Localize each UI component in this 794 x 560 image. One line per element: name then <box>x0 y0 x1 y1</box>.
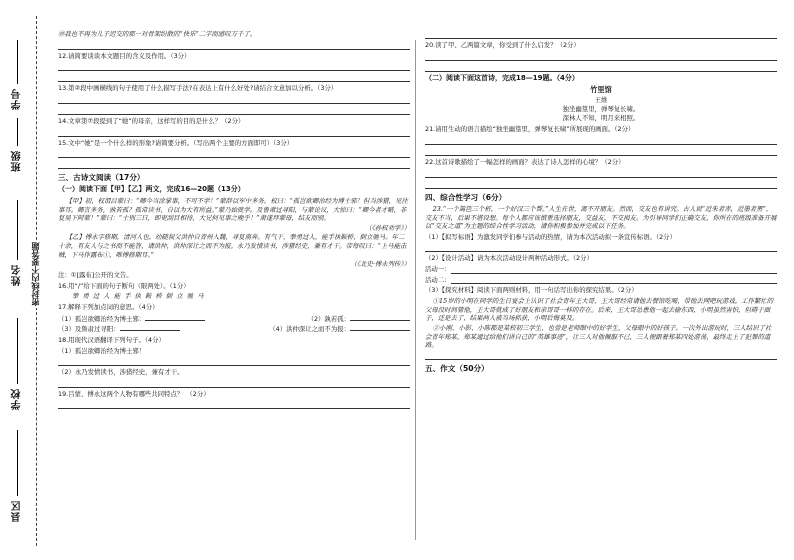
label-name: 姓名 <box>12 264 23 286</box>
answer-line[interactable] <box>425 63 777 72</box>
q18-item-2: （2）永乃发愤读书，涉猎经史，兼有才干。 <box>58 368 184 377</box>
answer-line[interactable] <box>451 276 777 285</box>
question-16: 16.用“/”给下面的句子断句（限两处）。（1分） <box>58 281 190 290</box>
task-2: （2）【设计活动】请为本次活动设计两种活动形式。（2分） <box>425 254 593 263</box>
answer-line[interactable] <box>58 95 410 104</box>
q17-item-3: （3）及鲁肃过寻阳： <box>58 325 120 334</box>
answer-line[interactable] <box>425 52 777 61</box>
material-1: ①15岁的小明在同学的生日宴会上认识了社会青年王大哥，王大哥经常请他去餐馆吃喝，带他去网吧玩游戏。工作繁忙的父母没时间管他，王大哥就成了好朋友和亲哥哥一样的存在。后来，王大哥怂恿他一起去偷东西，小明虽然害怕，但碍于面子，还是去了，结果两人被当场抓获，小明后悔莫及。 <box>425 297 774 323</box>
answer-line[interactable] <box>58 357 410 366</box>
sentence-to-punctuate: 拳 勇 过 人 能 手 执 鞍 桥 倒 立 驰 马 <box>72 292 205 301</box>
answer-line[interactable] <box>58 149 410 158</box>
label-school: 学校 <box>12 388 23 410</box>
task-3: （3）【探究材料】阅读下面两则材料，用一句话写出你的探究结果。（2分） <box>425 286 638 295</box>
answer-line[interactable] <box>58 106 410 115</box>
q17-item-4: （4）洪仲深让之而不为报： <box>269 325 350 334</box>
answer-line[interactable] <box>425 351 777 360</box>
poem-title: 竹里馆 <box>590 85 612 95</box>
section-3-title: 三、古诗文阅读（17分） <box>58 173 145 183</box>
passage-ending: ⑩我也不再为儿子迟交的那一对骨架纷散的“快乐”二字而感叹万千了。 <box>58 30 257 38</box>
answer-line[interactable] <box>58 62 410 71</box>
answer-blank[interactable] <box>350 314 410 321</box>
activity-2-label: 活动二： <box>425 275 451 284</box>
label-county: 县区 <box>12 500 23 522</box>
field-line <box>17 430 18 496</box>
seal-text: 密封线内不要答题 <box>31 242 40 306</box>
answer-line[interactable] <box>425 169 777 178</box>
question-18: 18.用现代汉语翻译下列句子。（4分） <box>58 335 165 344</box>
answer-line[interactable] <box>425 243 777 252</box>
answer-line[interactable] <box>425 180 777 189</box>
poem <box>425 85 777 123</box>
binding-sidebar <box>0 0 52 560</box>
question-22: 22.这首诗歌描绘了一幅怎样的画面？表达了诗人怎样的心境？（2分） <box>425 158 625 166</box>
q17-item-1: （1）孤岂欲卿治经为博士邪： <box>58 314 146 323</box>
activity-1-row <box>425 265 777 274</box>
answer-blank[interactable] <box>120 324 180 331</box>
question-17: 17.解释下列加点词的意思。（4分） <box>58 302 159 311</box>
task-1: （1）【拟写标语】为激发同学们参与活动的热情，请为本次活动拟一条宣传标语。（2分） <box>425 232 676 241</box>
question-14: 14.文章第⑦段提到了“她”的母亲，这样写的目的是什么？（2分） <box>58 116 245 125</box>
label-class: 班级 <box>12 150 23 172</box>
column-divider <box>415 40 416 540</box>
label-student-id: 学号 <box>12 88 23 110</box>
question-19: 19.吕蒙、傅永这两个人物有哪些共同特点？ （2分） <box>58 389 210 398</box>
answer-line[interactable] <box>425 147 777 156</box>
passage-note: 注：①[露布]公开的文告。 <box>58 271 133 280</box>
answer-line[interactable] <box>451 265 777 274</box>
activity-1-label: 活动一： <box>425 265 451 274</box>
left-column <box>58 28 410 411</box>
answer-blank[interactable] <box>145 314 205 321</box>
field-line <box>17 318 18 384</box>
q18-item-1: （1）孤岂欲卿治经为博士邪！ <box>58 346 146 355</box>
answer-line[interactable] <box>58 41 410 50</box>
passage-yi: 【乙】傅永字修期，清河人也。幼随叔父洪仲自青州入魏，寻复南奔。有气干，拳勇过人，能手执鞍桥，倒立驰马。年二十余，有友人与之书而不能答，请洪仲，洪仲深让之而不为报。永乃发愤读书，涉猎经史，兼有才干。帝每叹曰：“上马能击贼，下马作露布①，唯傅修期耳。” <box>58 233 407 259</box>
answer-line[interactable] <box>425 136 777 145</box>
question-20: 20.读了甲、乙两篇文章，你受到了什么启发？（2分） <box>425 41 580 49</box>
answer-line[interactable] <box>425 28 777 39</box>
field-line <box>17 200 18 260</box>
field-line <box>17 118 18 146</box>
answer-line[interactable] <box>58 379 410 388</box>
q17-item-2: （2）孰若孤： <box>307 314 350 323</box>
poem-author: 王维 <box>594 95 608 104</box>
section-5-title: 五、作文（50分） <box>425 363 489 373</box>
passage-yi-source: （《北史·傅永列传》） <box>350 260 410 269</box>
answer-line[interactable] <box>58 400 410 409</box>
question-21: 21.请用生动的语言描绘“独坐幽篁里，弹琴复长啸”所展现的画面。（2分） <box>425 125 635 134</box>
right-column <box>425 28 777 376</box>
answer-line[interactable] <box>58 160 410 169</box>
question-13: 13.第②段中画横线的句子使用了什么描写手法?在表达上有什么好处?请结合文意加以分析。（3分） <box>58 84 338 93</box>
question-12: 12.请简要谈谈本文题目的含义及作用。（3分） <box>58 51 191 60</box>
passage-jia-source: （《孙权劝学》） <box>365 223 410 232</box>
question-23-intro: 23.“一个篱笆三个桩，一个好汉三个帮。”人生在世，离不开朋友。然而，交友也有讲究。古人说“近朱者赤，近墨者黑”，交友不当，后果不堪设想。每个人都应该慎重选择朋友，交益友，不交损友。为引导同学们正确交友，你所在的班级准备开展以“交友之道”为主题的综合性学习活动，请你积极参加并完成以下任务。 <box>425 204 777 231</box>
question-15: 15.文中“她”是一个什么样的形象?请简要分析。（写出两个主要的方面即可）（3分） <box>58 138 294 147</box>
section-4-title: 四、综合性学习（6分） <box>425 192 507 202</box>
answer-line[interactable] <box>58 73 410 82</box>
poem-line: 独坐幽篁里，弹琴复长啸。 <box>562 104 640 113</box>
activity-2-row <box>425 276 777 285</box>
field-line <box>17 40 18 84</box>
poem-line: 深林人不知，明月来相照。 <box>562 114 640 123</box>
material-2: ②小刚、小影、小陈都是某校初三学生，也曾是老师眼中的好学生，父母眼中的好孩子。一次外出游玩时，三人结识了社会青年郑某，郑某通过给他们讲自己的“英雄事迹”，让三人对他佩服不已，三人便跟着郑某四处游荡，最终走上了犯罪的道路。 <box>425 323 772 350</box>
answer-line[interactable] <box>58 128 410 137</box>
subsection-2-title: （二）阅读下面这首诗，完成18—19题。（4分） <box>425 73 579 82</box>
passage-jia: 【甲】初，权谓吕蒙曰：“卿今当涂掌事，不可不学！”蒙辞以军中多务。权曰：“孤岂欲卿治经为博士邪！但当涉猎，见往事耳。卿言多务，孰若孤？孤常读书，自以为大有所益。”蒙乃始就学。及鲁肃过寻阳，与蒙论议，大惊曰：“卿今者才略，非复吴下阿蒙！”蒙曰：“士别三日，即更刮目相待，大兄何见事之晚乎！”肃遂拜蒙母，结友而别。 <box>58 196 408 223</box>
answer-blank[interactable] <box>350 324 410 331</box>
subsection-1-title: （一）阅读下面【甲】【乙】两文，完成16—20题（13分） <box>58 185 245 194</box>
